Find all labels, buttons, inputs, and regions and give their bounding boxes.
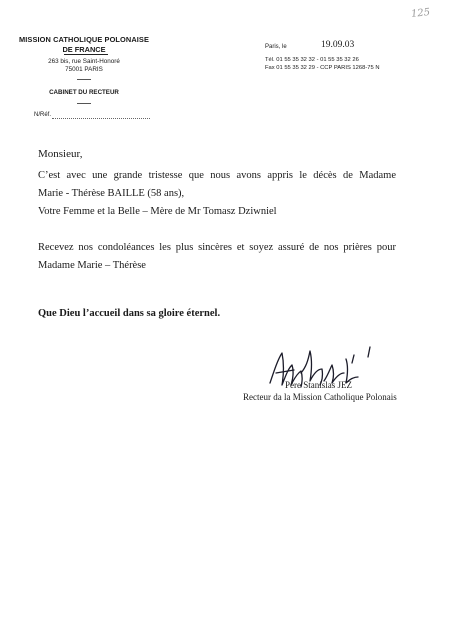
body-line: C’est avec une grande tristesse que nous avons appris le décès de Madame	[38, 170, 396, 181]
body-line: Madame Marie – Thérèse	[38, 260, 146, 271]
organization-name: MISSION CATHOLIQUE POLONAISE	[19, 35, 149, 44]
reference-line	[52, 118, 150, 119]
office-name: CABINET DU RECTEUR	[49, 89, 119, 96]
divider	[77, 103, 91, 104]
body-line: Votre Femme et la Belle – Mère de Mr Tomasz Dziwniel	[38, 206, 277, 217]
phone-numbers: Tél. 01 55 35 32 32 - 01 55 35 32 26	[265, 57, 359, 63]
organization-country: DE FRANCE	[62, 45, 106, 54]
letter-date: 19.09.03	[321, 40, 355, 50]
body-line: Marie - Thérèse BAILLE (58 ans),	[38, 188, 185, 199]
page-number: 125	[410, 7, 431, 20]
signatory-name: Père Stanislas JEZ	[285, 380, 352, 390]
date-place: Paris, le	[265, 44, 287, 50]
closing-blessing: Que Dieu l’accueil dans sa gloire éternel.	[38, 308, 221, 319]
address-city: 75001 PARIS	[65, 66, 103, 73]
signatory-title: Recteur da la Mission Catholique Polonais	[243, 392, 397, 402]
fax-number: Fax 01 55 35 32 29 - CCP PARIS 1268-75 N	[265, 65, 380, 71]
divider	[77, 79, 91, 80]
organization-underline	[64, 54, 108, 55]
address-street: 263 bis, rue Saint-Honoré	[48, 58, 120, 65]
salutation: Monsieur,	[38, 148, 83, 160]
reference-label: N/Réf.	[34, 112, 52, 118]
body-line: Recevez nos condoléances les plus sincères et soyez assuré de nos prières pour	[38, 242, 396, 253]
